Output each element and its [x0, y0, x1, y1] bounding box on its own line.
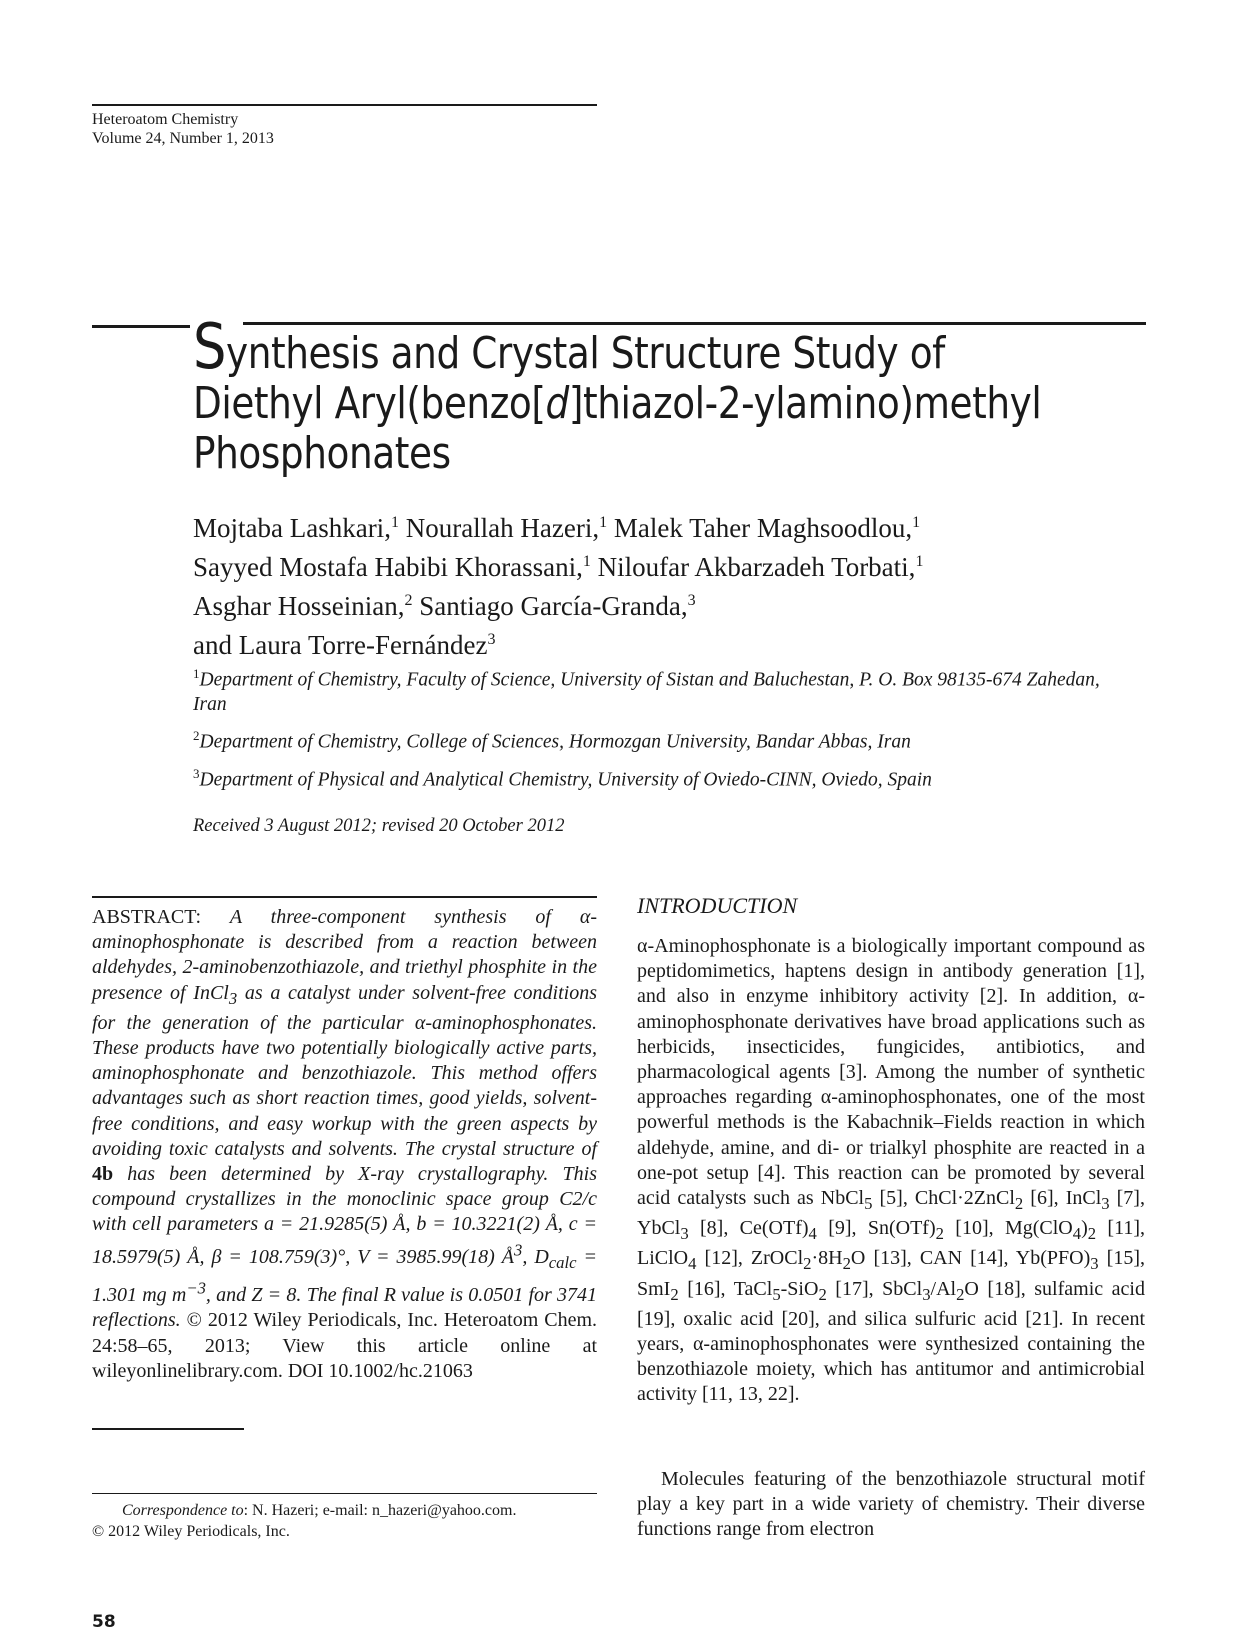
- footnote-text: : N. Hazeri; e-mail: n_hazeri@yahoo.com.: [243, 1502, 517, 1519]
- footnote-rule: [92, 1493, 597, 1494]
- author: Santiago García-Granda,$^3$: [419, 591, 696, 621]
- title-dropcap: S: [193, 310, 227, 383]
- footnote-label: Correspondence to: [122, 1502, 244, 1519]
- title-rule-left: [92, 325, 190, 328]
- intro-text: ): [1081, 1217, 1088, 1240]
- intro-text: /Al: [930, 1277, 957, 1300]
- intro-text: O [13], CAN [14], Yb(PFO): [850, 1247, 1091, 1270]
- intro-text: [5], ChCl·2ZnCl: [872, 1187, 1015, 1210]
- author: Niloufar Akbarzadeh Torbati,$^1$: [597, 552, 924, 582]
- intro-subscript: 2: [956, 1284, 965, 1304]
- abstract: ABSTRACT: A three-component synthesis of α-aminophosphonate is described from a reaction between aldehydes, 2-aminobenzothiazole, and triethyl phosphite in the presence of InCl$_3$ as a catalyst under solvent-free conditions for the generation of the particular α-aminophosphonates. These products have two potentially biologically active parts, aminophosphonate and benzothiazole. This method offers advantages such as short reaction times, good yields, solvent-free conditions, and easy workup with the green aspects by avoiding toxic catalysts and solvents. The crystal structure of 4b has been determined by X-ray crystallography. This compound crystallizes in the monoclinic space group C2/c with cell parameters a = 21.9285(5) Å, b = 10.3221(2) Å, c = 18.5979(5) Å, β = 108.759(3)°, V = 3985.99(18) $Å^3$, $D_{calc} = 1.301$ mg $m^{-3}$, and Z = 8. The final R value is 0.0501 for 3741 reflections. © 2012 Wiley Periodicals, Inc. Heteroatom Chem. 24:58–65, 2013; View this article online at wileyonlinelibrary.com. DOI 10.1002/hc.21063: [92, 906, 598, 1382]
- author: Malek Taher Maghsoodlou,$^1$: [613, 513, 921, 543]
- intro-text: [6], InCl: [1023, 1187, 1102, 1210]
- author: and Laura Torre-Fernández$^3$: [193, 630, 496, 660]
- intro-text: [17], SbCl: [826, 1277, 923, 1300]
- intro-text: [7], YbCl: [637, 1187, 1145, 1240]
- section-heading-introduction: INTRODUCTION: [637, 893, 798, 918]
- abstract-end-rule: [92, 1428, 244, 1430]
- intro-subscript: 2: [842, 1254, 851, 1274]
- title-line-1: ynthesis and Crystal Structure Study of: [226, 328, 945, 379]
- introduction-paragraph-2: Molecules featuring of the benzothiazole structural motif play a key part in a wide variety of chemistry. Their diverse functions range from electron: [637, 1468, 1145, 1541]
- intro-subscript: 4: [808, 1224, 817, 1244]
- intro-subscript: 4: [1072, 1224, 1082, 1244]
- intro-subscript: 2: [1014, 1194, 1024, 1214]
- intro-text: [9], Sn(OTf): [816, 1217, 936, 1240]
- affiliation-1: $^1$Department of Chemistry, Faculty of Science, University of Sistan and Baluchestan, P. O. Box 98135-674 Zahedan, Iran: [193, 666, 1100, 715]
- title-line-2-italic: d: [545, 378, 569, 429]
- footnote-copyright: © 2012 Wiley Periodicals, Inc.: [92, 1523, 290, 1540]
- abstract-label: ABSTRACT:: [92, 906, 202, 928]
- journal-volume: Volume 24, Number 1, 2013: [92, 130, 274, 147]
- intro-text: -SiO: [780, 1277, 819, 1300]
- article-title: [193, 310, 1042, 479]
- author-list: [193, 506, 1153, 662]
- affiliation-3: $^3$Department of Physical and Analytical Chemistry, University of Oviedo-CINN, Oviedo, Spain: [193, 766, 932, 791]
- intro-text: α-Aminophosphonate is a biologically important compound as peptidomimetics, haptens design in antibody generation [1], and also in enzyme inhibitory activity [2]. In addition, α-aminophosphonate derivatives have broad applications such as herbicids, insecticides, fungicides, antibiotics, and pharmacological agents [3]. Among the number of synthetic approaches regarding α-aminophosphonates, one of the most powerful methods is the Kabachnik–Fields reaction in which aldehyde, amine, and di- or trialkyl phosphite are reacted in a one-pot setup [4]. This reaction can be promoted by several acid catalysts such as NbCl: [637, 935, 1145, 1210]
- introduction-paragraph-1: [637, 934, 1145, 1408]
- intro-text: [10], Mg(ClO: [943, 1217, 1073, 1240]
- journal-name: Heteroatom Chemistry: [92, 111, 239, 128]
- intro-subscript: 3: [922, 1284, 931, 1304]
- author: Asghar Hosseinian,$^2$: [193, 591, 413, 621]
- page-number: 58: [92, 1612, 116, 1632]
- intro-subscript: 3: [1090, 1254, 1099, 1274]
- intro-subscript: 2: [935, 1224, 944, 1244]
- intro-subscript: 5: [864, 1194, 873, 1214]
- compound-id: 4b: [92, 1163, 114, 1186]
- intro-subscript: 3: [680, 1224, 689, 1244]
- intro-text: O [18], sulfamic acid [19], oxalic acid [20], and silica sulfuric acid [21]. In recent years, α-aminophosphonates were synthesized containing the benzothiazole moiety, which has antitumor and antimicrobial activity [11, 13, 22].: [637, 1277, 1145, 1406]
- abstract-citation: © 2012 Wiley Periodicals, Inc. Heteroatom Chem. 24:58–65, 2013; View this article online at wileyonlinelibrary.com. DOI 10.1002/hc.21063: [92, 1309, 597, 1382]
- intro-subscript: 2: [670, 1284, 679, 1304]
- journal-header-rule: [92, 104, 597, 106]
- intro-text: [11], LiClO: [637, 1217, 1145, 1270]
- title-line-2-pre: Diethyl Aryl(benzo[: [193, 378, 546, 429]
- author: Nourallah Hazeri,$^1$: [405, 513, 608, 543]
- received-dates: Received 3 August 2012; revised 20 October 2012: [193, 816, 565, 836]
- title-line-3: Phosphonates: [193, 428, 451, 479]
- affiliation-2: $^2$Department of Chemistry, College of Sciences, Hormozgan University, Bandar Abbas, Iran: [193, 728, 911, 753]
- intro-text: [16], TaCl: [678, 1277, 773, 1300]
- title-line-2-post: ]thiazol-2-ylamino)methyl: [568, 378, 1042, 429]
- intro-text: [15], SmI: [637, 1247, 1145, 1300]
- journal-header: [92, 110, 274, 148]
- intro-subscript: 2: [818, 1284, 827, 1304]
- intro-subscript: 3: [1101, 1194, 1110, 1214]
- intro-subscript: 5: [772, 1284, 781, 1304]
- intro-subscript: 4: [688, 1254, 697, 1274]
- intro-text: [8], Ce(OTf): [688, 1217, 809, 1240]
- abstract-top-rule: [92, 896, 597, 898]
- intro-subscript: 2: [803, 1254, 812, 1274]
- intro-subscript: 2: [1087, 1224, 1097, 1244]
- footnote: [92, 1500, 597, 1542]
- author: Sayyed Mostafa Habibi Khorassani,$^1$: [193, 552, 591, 582]
- author: Mojtaba Lashkari,$^1$: [193, 513, 399, 543]
- intro-text: [12], ZrOCl: [696, 1247, 804, 1270]
- intro-text: ·8H: [811, 1247, 843, 1270]
